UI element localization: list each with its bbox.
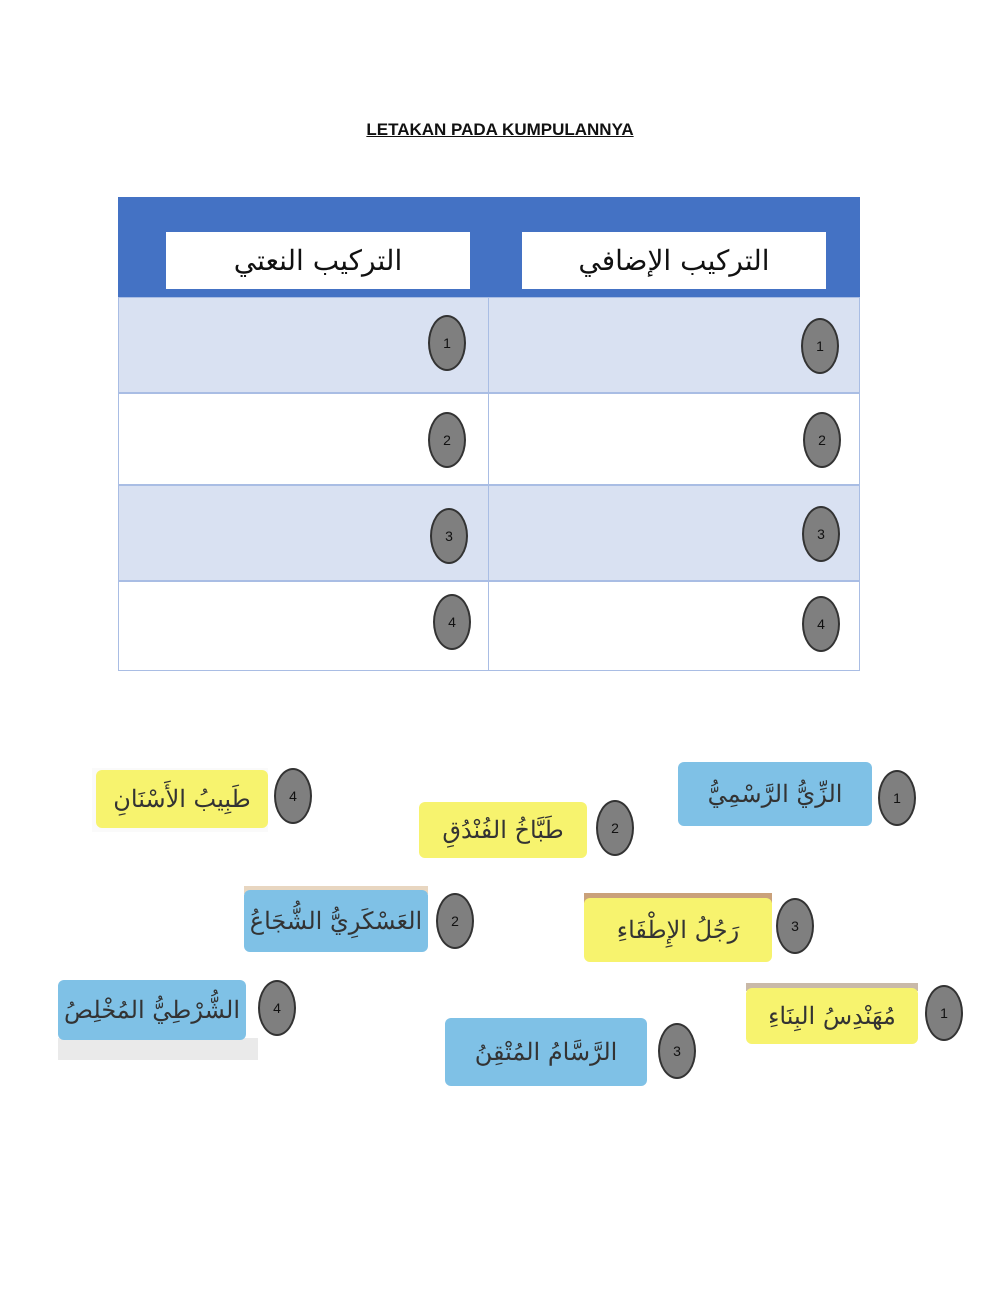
card-number: 1 bbox=[878, 770, 916, 826]
card-number: 2 bbox=[596, 800, 634, 856]
slot-number: 1 bbox=[428, 315, 466, 371]
table-row bbox=[118, 297, 860, 393]
card-tabib-al-asnan[interactable]: طَبِيبُ الأَسْنَانِ bbox=[96, 770, 268, 828]
card-number: 2 bbox=[436, 893, 474, 949]
slot-number: 4 bbox=[802, 596, 840, 652]
slot-number: 3 bbox=[802, 506, 840, 562]
table-row bbox=[118, 581, 860, 671]
header-idafi: التركيب الإضافي bbox=[522, 232, 826, 289]
drop-cell-idafi-2[interactable] bbox=[488, 393, 860, 485]
card-ar-rassam-al-mutqin[interactable]: الرَّسَّامُ المُتْقِنُ bbox=[445, 1018, 647, 1086]
card-ash-shurti-al-mukhlis[interactable]: الشُّرْطِيُّ المُخْلِصُ bbox=[58, 980, 246, 1040]
sorting-table bbox=[118, 197, 860, 671]
drop-cell-idafi-4[interactable] bbox=[488, 581, 860, 671]
card-number: 3 bbox=[776, 898, 814, 954]
drop-cell-naati-2[interactable] bbox=[118, 393, 489, 485]
table-row bbox=[118, 485, 860, 581]
drop-cell-naati-3[interactable] bbox=[118, 485, 489, 581]
drop-cell-naati-4[interactable] bbox=[118, 581, 489, 671]
card-rajul-al-itfa[interactable]: رَجُلُ الإِطْفَاءِ bbox=[584, 898, 772, 962]
card-number: 3 bbox=[658, 1023, 696, 1079]
slot-number: 2 bbox=[428, 412, 466, 468]
page-title: LETAKAN PADA KUMPULANNYA bbox=[366, 120, 634, 139]
drop-cell-naati-1[interactable] bbox=[118, 297, 489, 393]
card-az-zi-ar-rasmi[interactable]: الزِّيُّ الرَّسْمِيُّ bbox=[678, 762, 872, 826]
slot-number: 2 bbox=[803, 412, 841, 468]
card-number: 4 bbox=[274, 768, 312, 824]
card-tabbakh-al-funduq[interactable]: طَبَّاخُ الفُنْدُقِ bbox=[419, 802, 587, 858]
drop-cell-idafi-1[interactable] bbox=[488, 297, 860, 393]
card-photo-strip bbox=[58, 1038, 258, 1060]
card-al-askari-ash-shuja[interactable]: العَسْكَرِيُّ الشُّجَاعُ bbox=[244, 890, 428, 952]
drop-cell-idafi-3[interactable] bbox=[488, 485, 860, 581]
slot-number: 1 bbox=[801, 318, 839, 374]
card-number: 4 bbox=[258, 980, 296, 1036]
slot-number: 4 bbox=[433, 594, 471, 650]
card-number: 1 bbox=[925, 985, 963, 1041]
slot-number: 3 bbox=[430, 508, 468, 564]
header-naati: التركيب النعتي bbox=[166, 232, 470, 289]
table-row bbox=[118, 393, 860, 485]
card-muhandis-al-bina[interactable]: مُهَنْدِسُ البِنَاءِ bbox=[746, 988, 918, 1044]
table-header bbox=[118, 197, 860, 297]
